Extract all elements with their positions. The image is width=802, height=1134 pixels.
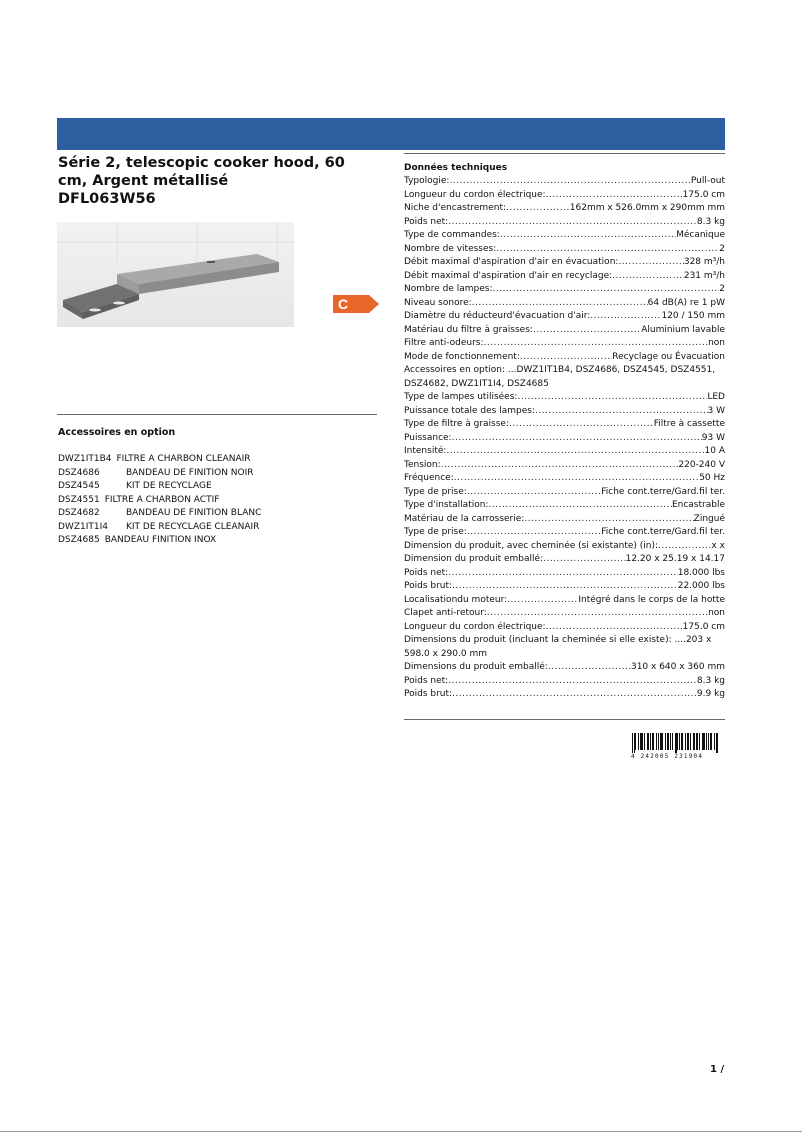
barcode-bar (717, 733, 718, 753)
technical-heading: Données techniques (404, 163, 508, 173)
technical-specs (404, 175, 725, 702)
divider (404, 719, 725, 720)
accessory-item (58, 467, 378, 481)
spec-value: 8.3 kg (696, 216, 725, 227)
spec-label: Type d'installation: (404, 500, 489, 510)
spec-row (404, 688, 725, 702)
spec-label: Poids net: (404, 216, 449, 227)
spec-value: Intégré dans le corps de la hotte (578, 594, 725, 605)
accessory-description: BANDEAU DE FINITION NOIR (126, 467, 254, 478)
barcode-bar (685, 733, 686, 750)
spec-label: Clapet anti-retour: (404, 608, 487, 618)
spec-value: non (708, 608, 725, 618)
barcode-bar (660, 733, 661, 750)
spec-value: 220-240 V (678, 459, 725, 470)
accessories-list (58, 453, 378, 548)
spec-leader-dots (500, 229, 676, 243)
barcode-bar (706, 733, 707, 750)
barcode-bar (644, 733, 645, 750)
spec-value: 64 dB(A) re 1 pW (647, 297, 725, 308)
accessory-item (58, 521, 378, 535)
brand-banner (57, 118, 725, 150)
barcode-bar (635, 733, 636, 750)
barcode-bar (656, 733, 657, 750)
spec-label: Type de prise: (404, 527, 467, 537)
spec-value: 10 A (704, 446, 725, 456)
accessory-code: DSZ4685 (58, 535, 100, 545)
spec-label: Dimensions du produit emballé: (404, 662, 548, 672)
barcode-bar (679, 733, 680, 750)
barcode-bar (652, 733, 653, 750)
spec-label: Diamètre du réducteurd'évacuation d'air: (404, 311, 591, 321)
spec-row (404, 621, 725, 635)
spec-value: 175.0 cm (682, 189, 725, 200)
spec-label: Type de prise: (404, 486, 467, 497)
accessory-description: BANDEAU FINITION INOX (104, 535, 217, 545)
spec-row (404, 540, 725, 554)
spec-label: Typologie: (404, 176, 450, 186)
spec-leader-dots (520, 351, 612, 365)
barcode-bar (662, 733, 663, 750)
barcode-bar (648, 733, 649, 750)
spec-value: 18.000 lbs (677, 567, 725, 578)
spec-value: LED (707, 392, 725, 402)
spec-row (404, 229, 725, 243)
barcode-bar (694, 733, 695, 750)
barcode-bar (641, 733, 642, 750)
spec-leader-dots (507, 594, 578, 608)
spec-value: 50 Hz (699, 473, 725, 483)
barcode-bar (702, 733, 703, 750)
spec-leader-dots (441, 459, 679, 473)
spec-row (404, 432, 725, 446)
spec-label: Dimension du produit, avec cheminée (si existante) (in): (404, 540, 659, 551)
spec-row (404, 661, 725, 675)
spec-row (404, 675, 725, 689)
barcode-bar (690, 733, 691, 750)
accessory-code: DWZ1IT1B4 (58, 454, 112, 464)
spec-label: Débit maximal d'aspiration d'air en recyclage: (404, 270, 613, 281)
spec-value: 2 (719, 284, 725, 294)
barcode-bar (634, 733, 635, 753)
spec-value: 175.0 cm (682, 621, 725, 632)
spec-row (404, 243, 725, 257)
spec-label: Puissance totale des lampes: (404, 405, 535, 416)
spec-leader-dots (546, 189, 683, 203)
spec-text-line: Dimensions du produit (incluant la cheminée si elle existe): ....203 x (404, 635, 712, 645)
spec-leader-dots (472, 297, 648, 311)
spec-leader-dots (454, 472, 699, 486)
spec-value: Pull-out (690, 176, 725, 186)
spec-value: 162mm x 526.0mm x 290mm mm (569, 203, 725, 213)
spec-value: non (708, 338, 725, 348)
spec-row (404, 499, 725, 513)
spec-row (404, 337, 725, 351)
accessory-description: KIT DE RECYCLAGE CLEANAIR (126, 521, 260, 532)
spec-leader-dots (509, 418, 654, 432)
barcode-bar (658, 733, 659, 750)
spec-label: Poids net: (404, 567, 449, 578)
barcode-bar (642, 733, 643, 750)
spec-value: 12.20 x 25.19 x 14.17 (625, 554, 725, 564)
accessory-description: FILTRE A CHARBON ACTIF (104, 494, 220, 505)
barcode-bar (667, 733, 668, 750)
barcode-bar (650, 733, 651, 750)
spec-value: 120 / 150 mm (661, 311, 725, 321)
spec-leader-dots (487, 607, 708, 621)
spec-leader-dots (548, 661, 631, 675)
barcode-bar (716, 733, 717, 753)
spec-text-line: 598.0 x 290.0 mm (404, 648, 487, 659)
accessory-item (58, 534, 378, 548)
spec-value: 8.3 kg (696, 675, 725, 686)
spec-label: Intensité: (404, 446, 447, 456)
spec-value: Aluminium lavable (641, 324, 725, 335)
spec-value: Zingué (693, 513, 725, 524)
spec-leader-dots (658, 540, 711, 554)
barcode-bar (693, 733, 694, 750)
spec-value: x x (711, 540, 725, 551)
spec-leader-dots (492, 283, 719, 297)
spec-row (404, 283, 725, 297)
spec-row (404, 270, 725, 284)
spec-row (404, 324, 725, 338)
barcode-bar (640, 733, 641, 750)
spec-label: Nombre de vitesses: (404, 243, 497, 254)
spec-leader-dots (517, 391, 707, 405)
spec-label: Longueur du cordon électrique: (404, 189, 546, 200)
barcode-bar (638, 733, 639, 750)
accessory-item (58, 507, 378, 521)
spec-label: Dimension du produit emballé: (404, 554, 544, 564)
spec-label: Débit maximal d'aspiration d'air en évacuation: (404, 257, 619, 267)
product-title (58, 154, 358, 208)
spec-leader-dots (448, 675, 697, 689)
spec-text-line: Accessoires en option: ...DWZ1IT1B4, DSZ4686, DSZ4545, DSZ4551, (404, 365, 716, 375)
product-image (57, 222, 294, 327)
spec-row-multiline (404, 364, 725, 391)
spec-value: Recyclage ou Évacuation (612, 351, 725, 362)
spec-value: Filtre à cassette (653, 419, 725, 429)
spec-label: Fréquence: (404, 473, 454, 483)
spec-leader-dots (618, 256, 683, 270)
spec-row (404, 607, 725, 621)
energy-class-badge (333, 295, 379, 313)
accessory-item (58, 453, 378, 467)
spec-row (404, 472, 725, 486)
barcode-bar (677, 733, 678, 750)
barcode-bar (647, 733, 648, 750)
product-model: DFL063W56 (58, 191, 156, 207)
spec-leader-dots (612, 270, 684, 284)
accessory-description: FILTRE A CHARBON CLEANAIR (116, 454, 251, 464)
spec-leader-dots (488, 499, 672, 513)
barcode-bar (704, 733, 705, 750)
spec-label: Poids brut: (404, 581, 453, 591)
spec-leader-dots (496, 243, 719, 257)
spec-row (404, 310, 725, 324)
barcode-bar (708, 733, 709, 750)
spec-value: 22.000 lbs (677, 581, 725, 591)
accessory-item (58, 494, 378, 508)
spec-value: 93 W (701, 432, 725, 443)
spec-row (404, 391, 725, 405)
spec-row-multiline (404, 634, 725, 661)
barcode-bar (670, 733, 671, 750)
barcode-bar (675, 733, 676, 753)
page-footer-rule (0, 1131, 802, 1132)
accessories-heading: Accessoires en option (58, 427, 176, 438)
accessory-description: BANDEAU DE FINITION BLANC (126, 508, 262, 518)
spec-value: 9.9 kg (696, 689, 725, 699)
spec-row (404, 405, 725, 419)
spec-row (404, 297, 725, 311)
spec-label: Tension: (404, 459, 441, 470)
barcode (632, 733, 718, 753)
spec-value: Fiche cont.terre/Gard.fil ter. (601, 527, 725, 537)
spec-label: Matériau du filtre à graisses: (404, 324, 533, 335)
accessory-code: DSZ4682 (58, 508, 100, 518)
spec-row (404, 175, 725, 189)
spec-value: 231 m³/h (683, 270, 725, 281)
spec-leader-dots (452, 580, 678, 594)
spec-label: Matériau de la carrosserie: (404, 513, 525, 524)
spec-leader-dots (543, 553, 625, 567)
spec-row (404, 526, 725, 540)
spec-row (404, 580, 725, 594)
spec-row (404, 216, 725, 230)
barcode-bar (687, 733, 688, 750)
spec-leader-dots (535, 405, 708, 419)
spec-leader-dots (484, 337, 709, 351)
accessory-code: DWZ1IT1I4 (58, 521, 108, 532)
spec-label: Localisationdu moteur: (404, 594, 508, 605)
spec-value: 2 (719, 243, 725, 254)
barcode-bar (653, 733, 654, 750)
spec-label: Filtre anti-odeurs: (404, 338, 484, 348)
barcode-bar (668, 733, 669, 750)
spec-row (404, 513, 725, 527)
spec-label: Niche d'encastrement: (404, 203, 507, 213)
spec-leader-dots (446, 445, 704, 459)
spec-value: Fiche cont.terre/Gard.fil ter. (601, 486, 725, 497)
spec-label: Puissance: (404, 432, 452, 443)
barcode-bar (681, 733, 682, 750)
spec-text-line: DSZ4682, DWZ1IT1I4, DSZ4685 (404, 378, 549, 389)
spec-leader-dots (448, 567, 678, 581)
barcode-bar (699, 733, 700, 750)
spec-leader-dots (467, 486, 601, 500)
spec-leader-dots (467, 526, 601, 540)
spec-value: Mécanique (676, 230, 725, 240)
barcode-bar (632, 733, 633, 753)
accessory-item (58, 480, 378, 494)
spec-label: Mode de fonctionnement: (404, 351, 520, 362)
spec-value: 310 x 640 x 360 mm (630, 662, 725, 672)
spec-label: Niveau sonore: (404, 297, 472, 308)
spec-row (404, 202, 725, 216)
spec-leader-dots (533, 324, 641, 338)
spec-leader-dots (524, 513, 693, 527)
spec-row (404, 351, 725, 365)
accessory-code: DSZ4551 (58, 494, 100, 505)
barcode-bar (682, 733, 683, 750)
barcode-bar (711, 733, 712, 750)
page-number: 1 / (710, 1064, 725, 1075)
spec-leader-dots (590, 310, 661, 324)
barcode-bar (703, 733, 704, 750)
product-title-line1: Série 2, telescopic cooker hood, 60 (58, 155, 345, 171)
barcode-bar (710, 733, 711, 750)
accessory-description: KIT DE RECYCLAGE (126, 481, 212, 491)
spec-leader-dots (452, 688, 697, 702)
product-title-line2: cm, Argent métallisé (58, 173, 229, 189)
spec-row (404, 486, 725, 500)
energy-class-label: C (338, 296, 349, 312)
spec-value: 328 m³/h (683, 257, 725, 267)
spec-value: Encastrable (671, 500, 725, 510)
spec-row (404, 567, 725, 581)
spec-row (404, 189, 725, 203)
spec-leader-dots (506, 202, 570, 216)
barcode-bar (688, 733, 689, 750)
spec-row (404, 418, 725, 432)
spec-label: Poids net: (404, 675, 449, 686)
spec-leader-dots (448, 216, 697, 230)
accessory-code: DSZ4686 (58, 467, 100, 478)
spec-label: Nombre de lampes: (404, 284, 493, 294)
spec-label: Type de filtre à graisse: (404, 419, 509, 429)
spec-row (404, 445, 725, 459)
divider (57, 414, 377, 415)
barcode-bar (714, 733, 715, 750)
spec-leader-dots (546, 621, 683, 635)
spec-label: Longueur du cordon électrique: (404, 621, 546, 632)
barcode-bar (697, 733, 698, 750)
spec-row (404, 459, 725, 473)
spec-label: Type de lampes utilisées: (404, 392, 518, 402)
barcode-number: 4 242005 231904 (631, 753, 704, 760)
spec-row (404, 553, 725, 567)
spec-leader-dots (449, 175, 690, 189)
spec-label: Poids brut: (404, 689, 453, 699)
spec-row (404, 256, 725, 270)
barcode-bar (672, 733, 673, 750)
barcode-bar (665, 733, 666, 750)
divider (404, 153, 725, 154)
barcode-bar (696, 733, 697, 750)
barcode-bar (676, 733, 677, 753)
barcode-bar (661, 733, 662, 750)
accessory-code: DSZ4545 (58, 481, 100, 491)
spec-label: Type de commandes: (404, 230, 500, 240)
spec-row (404, 594, 725, 608)
spec-leader-dots (452, 432, 702, 446)
spec-value: 3 W (707, 405, 725, 416)
